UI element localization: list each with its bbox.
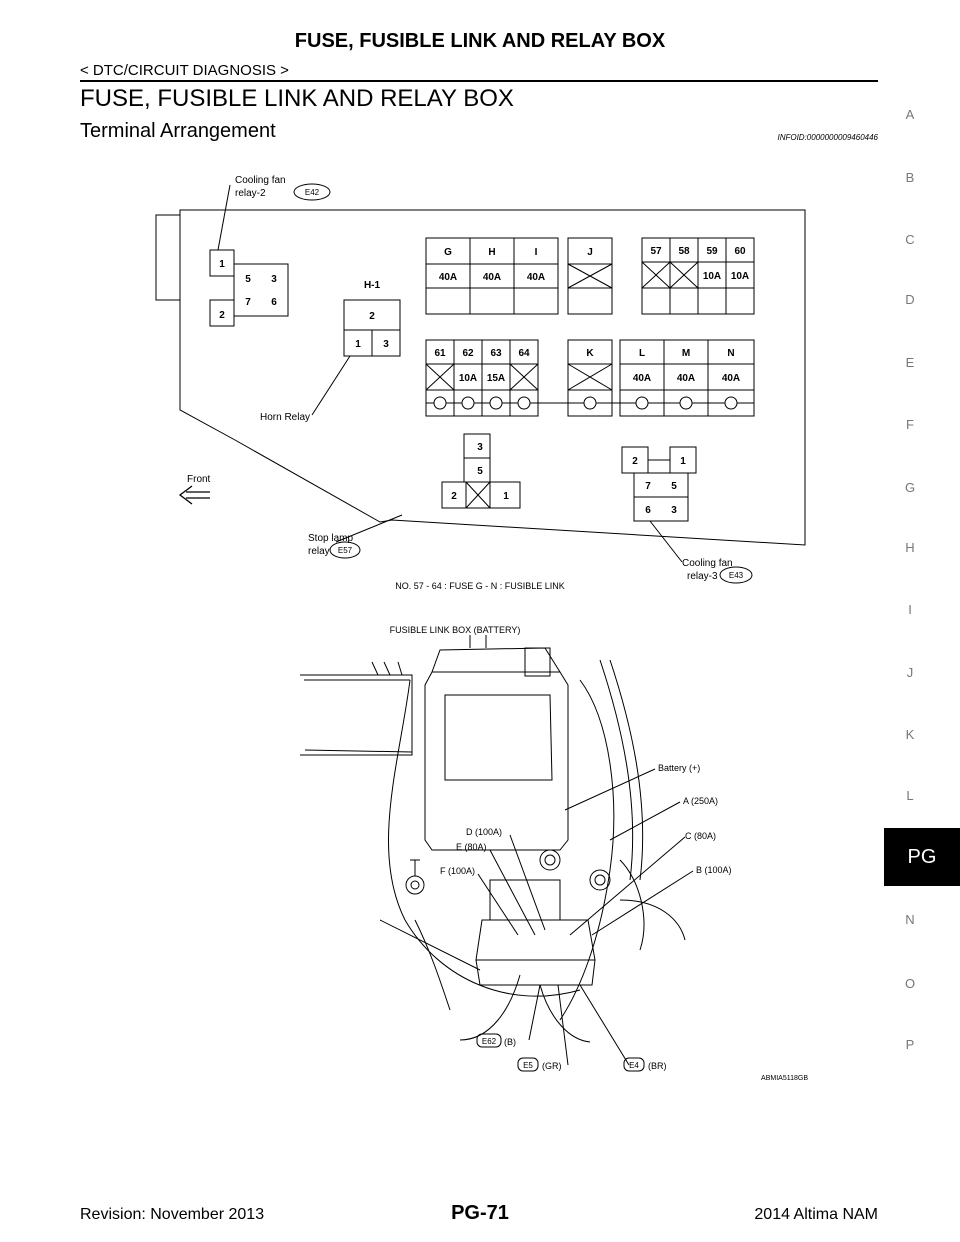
cooling-fan-relay2-label-2: relay-2 <box>235 188 266 199</box>
horn-terminal-3: 3 <box>383 339 389 350</box>
connector-e62-color: (B) <box>504 1037 516 1047</box>
front-arrow-icon <box>180 486 210 504</box>
fusible-m-rating: 40A <box>676 373 696 384</box>
side-index-o[interactable]: O <box>904 976 916 991</box>
relay3-terminal-2: 2 <box>632 456 638 467</box>
slot-j-header: J <box>587 247 593 258</box>
relay2-terminal-7: 7 <box>245 297 251 308</box>
fuse-57-header: 57 <box>650 246 662 257</box>
callout-a-250a: A (250A) <box>683 796 719 806</box>
relay2-terminal-1: 1 <box>219 259 225 270</box>
side-index-i[interactable]: I <box>908 602 912 617</box>
callout-c-80a: C (80A) <box>685 831 717 841</box>
cooling-fan-relay2-label-1: Cooling fan <box>235 175 286 186</box>
side-index-c[interactable]: C <box>905 232 915 247</box>
side-index-f[interactable]: F <box>906 417 914 432</box>
footer-model: 2014 Altima NAM <box>754 1206 878 1223</box>
side-index-b[interactable]: B <box>905 170 915 185</box>
horn-relay-label: Horn Relay <box>260 412 311 423</box>
fusible-n-rating: 40A <box>721 373 741 384</box>
callout-f-100a: F (100A) <box>440 866 476 876</box>
side-index-h[interactable]: H <box>905 540 915 555</box>
stop-lamp-terminal-3: 3 <box>477 442 483 453</box>
fusible-m-header: M <box>681 348 691 359</box>
fusible-i-header: I <box>534 247 538 258</box>
figure-id: ABMIA5118GB <box>761 1075 808 1082</box>
header-rule <box>80 80 878 82</box>
relay3-terminal-6: 6 <box>645 505 651 516</box>
fusible-link-box-title: FUSIBLE LINK BOX (BATTERY) <box>389 625 521 635</box>
fusible-g-rating: 40A <box>438 272 458 283</box>
relay2-terminal-6: 6 <box>271 297 277 308</box>
relay3-terminal-7: 7 <box>645 481 651 492</box>
connector-e42: E42 <box>304 188 320 197</box>
side-index-k[interactable]: K <box>905 727 915 742</box>
fusible-i-rating: 40A <box>526 272 546 283</box>
relay3-terminal-1: 1 <box>680 456 686 467</box>
connector-e43: E43 <box>728 571 744 580</box>
connector-e5-color: (GR) <box>542 1061 562 1071</box>
diagram-legend: NO. 57 - 64 : FUSE G - N : FUSIBLE LINK <box>395 581 565 591</box>
fusible-n-header: N <box>727 348 735 359</box>
fuse-60-header: 60 <box>734 246 746 257</box>
subsection-title: Terminal Arrangement <box>80 120 276 142</box>
horn-relay-title: H-1 <box>363 280 381 291</box>
front-label: Front <box>187 474 211 485</box>
fuse-61-header: 61 <box>434 348 446 359</box>
fuse-63-rating: 15A <box>486 373 506 384</box>
callout-b-100a: B (100A) <box>696 865 732 875</box>
horn-terminal-1: 1 <box>355 339 361 350</box>
fuse-60-rating: 10A <box>730 271 750 282</box>
side-index-l[interactable]: L <box>906 788 914 803</box>
connector-e57: E57 <box>337 546 353 555</box>
cooling-fan-relay3-label-1: Cooling fan <box>682 558 733 569</box>
connector-e62: E62 <box>481 1037 497 1046</box>
relay2-terminal-2: 2 <box>219 310 225 321</box>
page-header-subtitle: < DTC/CIRCUIT DIAGNOSIS > <box>80 62 289 79</box>
stop-lamp-relay-label-1: Stop lamp <box>308 533 354 544</box>
relay3-terminal-5: 5 <box>671 481 677 492</box>
slot-k-header: K <box>586 348 594 359</box>
fusible-h-header: H <box>488 247 496 258</box>
fuse-64-header: 64 <box>518 348 530 359</box>
relay3-terminal-3: 3 <box>671 505 677 516</box>
side-index-n[interactable]: N <box>905 912 915 927</box>
horn-terminal-2: 2 <box>369 311 375 322</box>
fuse-62-header: 62 <box>462 348 474 359</box>
side-index-p[interactable]: P <box>905 1037 915 1052</box>
fusible-h-rating: 40A <box>482 272 502 283</box>
fuse-58-header: 58 <box>678 246 690 257</box>
section-title: FUSE, FUSIBLE LINK AND RELAY BOX <box>80 85 514 112</box>
footer-page-number: PG-71 <box>451 1202 509 1224</box>
cooling-fan-relay3-label-2: relay-3 <box>687 571 718 582</box>
callout-battery: Battery (+) <box>658 763 701 773</box>
fuse-59-header: 59 <box>706 246 718 257</box>
side-index-g[interactable]: G <box>904 480 916 495</box>
side-index-pg-tab[interactable]: PG <box>884 828 960 886</box>
fuse-59-rating: 10A <box>702 271 722 282</box>
fuse-63-header: 63 <box>490 348 502 359</box>
connector-e4: E4 <box>629 1061 639 1070</box>
side-index-d[interactable]: D <box>905 292 915 307</box>
callout-d-100a: D (100A) <box>466 827 503 837</box>
stop-lamp-relay-label-2: relay <box>308 546 330 557</box>
fuse-62-rating: 10A <box>458 373 478 384</box>
stop-lamp-terminal-2: 2 <box>451 491 457 502</box>
fusible-g-header: G <box>444 247 452 258</box>
terminal-arrangement-diagram <box>140 160 820 1095</box>
relay2-terminal-3: 3 <box>271 274 277 285</box>
connector-e5: E5 <box>523 1061 533 1070</box>
footer-revision: Revision: November 2013 <box>80 1206 265 1223</box>
side-index-j[interactable]: J <box>906 665 914 680</box>
fusible-l-rating: 40A <box>632 373 652 384</box>
relay2-terminal-5: 5 <box>245 274 251 285</box>
connector-e4-color: (BR) <box>648 1061 667 1071</box>
side-index-a[interactable]: A <box>905 107 915 122</box>
fusible-l-header: L <box>638 348 646 359</box>
side-index-e[interactable]: E <box>905 355 915 370</box>
info-id: INFOID:0000000009460446 <box>777 133 878 142</box>
page-header-title: FUSE, FUSIBLE LINK AND RELAY BOX <box>294 30 666 52</box>
stop-lamp-terminal-1: 1 <box>503 491 509 502</box>
stop-lamp-terminal-5: 5 <box>477 466 483 477</box>
callout-e-80a: E (80A) <box>456 842 487 852</box>
